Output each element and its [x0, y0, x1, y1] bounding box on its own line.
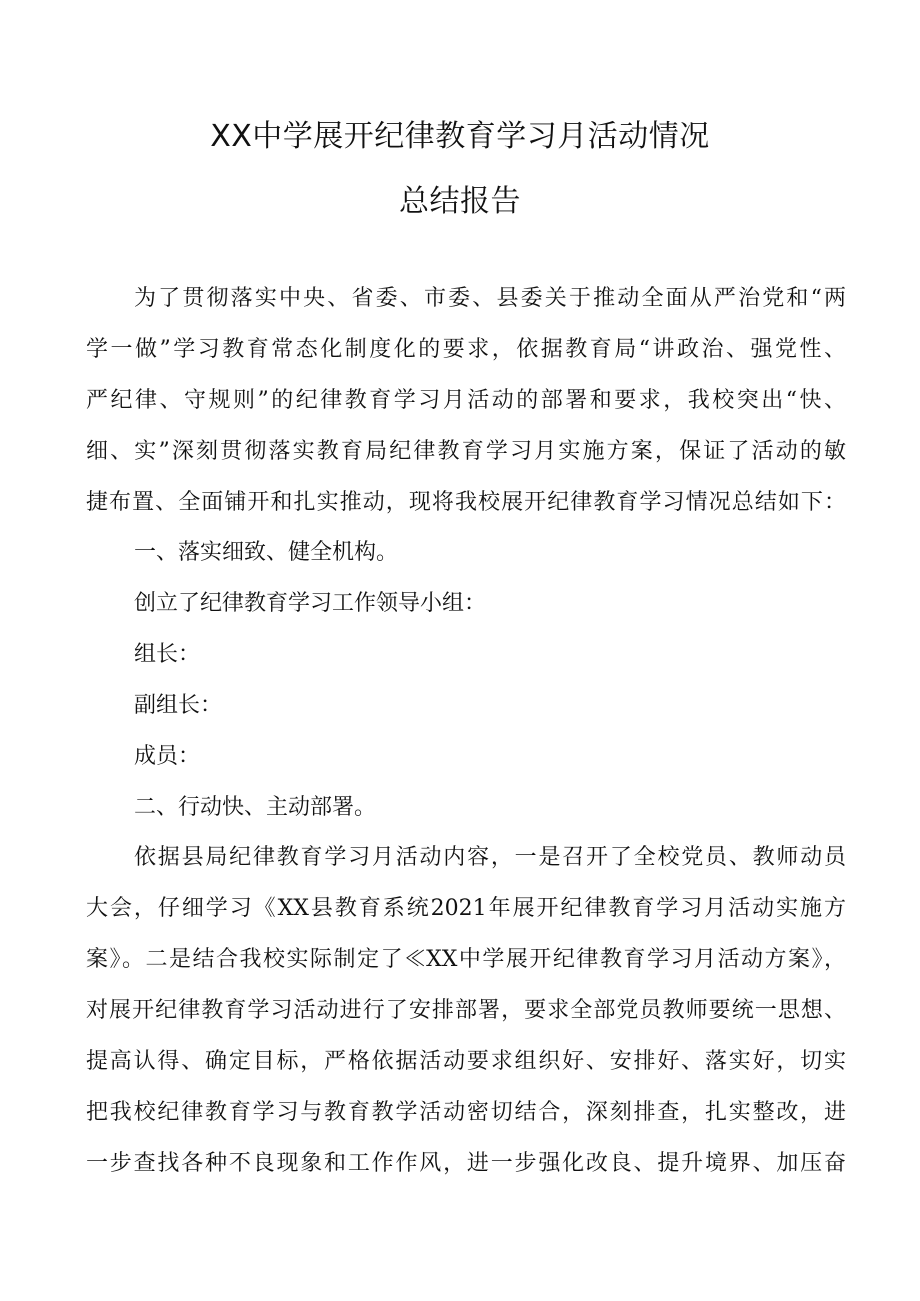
body-line: 大会，仔细学习《XX县教育系统2021年展开纪律教育学习月活动实施方	[86, 896, 846, 921]
document-title-line-2: 总结报告	[399, 184, 521, 219]
deputy-leader-label: 副组长：	[134, 693, 223, 718]
body-line: 依据县局纪律教育学习月活动内容，一是召开了全校党员、教师动员	[134, 845, 846, 870]
body-line: 案》。二是结合我校实际制定了≪XX中学展开纪律教育学习月活动方案》，	[86, 947, 846, 972]
body-line: 提高认得、确定目标，严格依据活动要求组织好、安排好、落实好，切实	[86, 1049, 846, 1074]
section-heading-2: 二、行动快、主动部署。	[134, 795, 377, 820]
body-line: 把我校纪律教育学习与教育教学活动密切结合，深刻排查，扎实整改，进	[86, 1100, 846, 1125]
section-heading-1: 一、落实细致、健全机构。	[134, 540, 399, 565]
body-line: 细、实”深刻贯彻落实教育局纪律教育学习月实施方案，保证了活动的敏	[86, 439, 846, 464]
document-title-line-1: XX中学展开纪律教育学习月活动情况	[210, 119, 710, 154]
body-line: 严纪律、守规则”的纪律教育学习月活动的部署和要求，我校突出“快、	[86, 388, 846, 413]
body-line: 学一做”学习教育常态化制度化的要求，依据教育局“讲政治、强党性、	[86, 337, 846, 362]
body-line: 捷布置、全面铺开和扎实推动，现将我校展开纪律教育学习情况总结如下：	[86, 490, 846, 515]
leader-label: 组长：	[134, 642, 201, 667]
body-line: 一步查找各种不良现象和工作作风，进一步强化改良、提升境界、加压奋	[86, 1151, 846, 1176]
body-line: 对展开纪律教育学习活动进行了安排部署，要求全部党员教师要统一思想、	[86, 998, 846, 1023]
body-line: 为了贯彻落实中央、省委、市委、县委关于推动全面从严治党和“两	[134, 286, 846, 311]
body-line: 创立了纪律教育学习工作领导小组：	[134, 591, 487, 616]
members-label: 成员：	[134, 744, 201, 769]
